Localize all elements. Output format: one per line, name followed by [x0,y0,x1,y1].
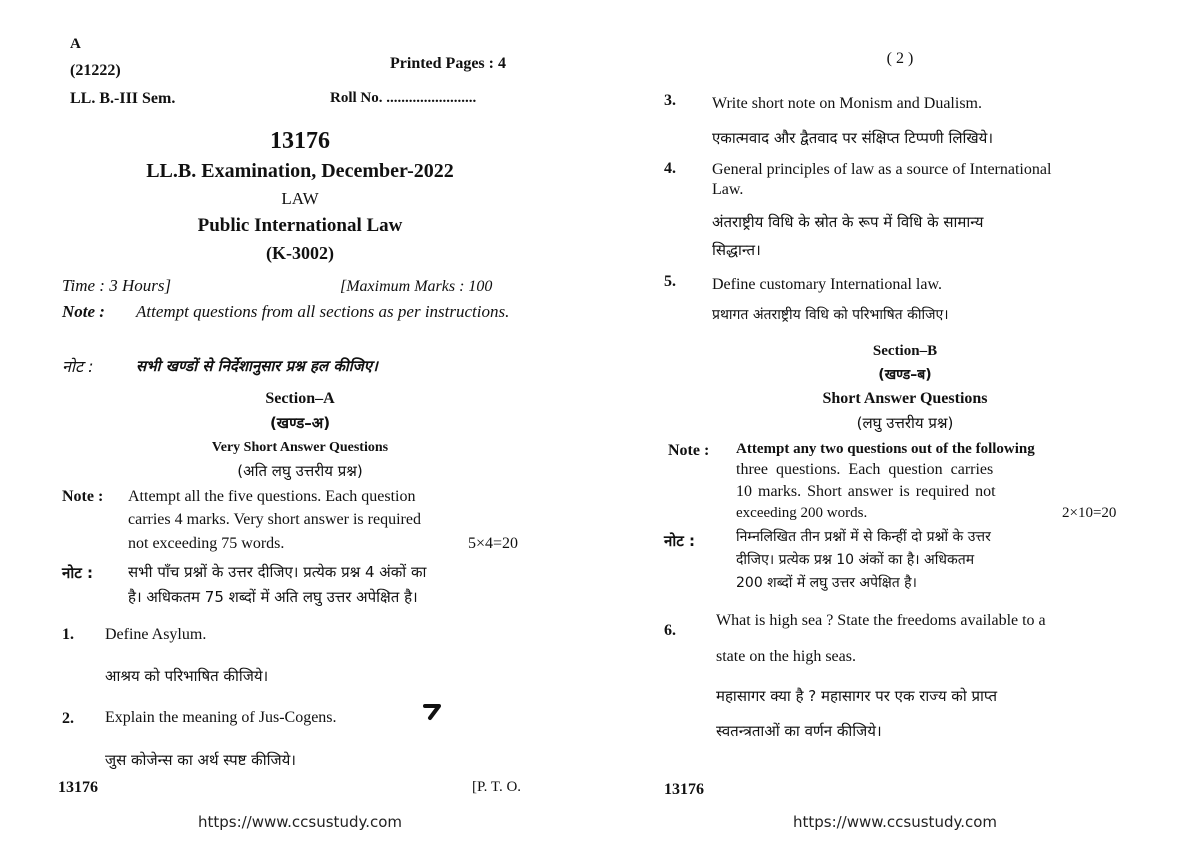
question-6-hindi-line2: स्वतन्त्रताओं का वर्णन कीजिये। [716,722,882,740]
paper-set: A [70,36,81,52]
section-a-note-hi-line2: है। अधिकतम 75 शब्दों में अति लघु उत्तर अपेक्षित है। [128,588,418,606]
subject: LAW [281,189,319,208]
note-text: Attempt questions from all sections as per instructions. [136,302,510,321]
section-a-heading: Section–A [265,390,335,407]
note-label: Note : [62,302,105,321]
question-6-number: 6. [664,622,676,639]
footer-url: https://www.ccsustudy.com [792,813,998,831]
question-6-english-line1: What is high sea ? State the freedoms available to a [716,612,1046,629]
footer-url: https://www.ccsustudy.com [197,813,403,831]
time-allowed: Time : 3 Hours] [62,276,172,295]
section-b-note-label: Note : [668,442,710,459]
section-b-marks: 2×10=20 [1062,505,1117,521]
section-b-heading: Section–B [872,343,938,359]
section-b-note-hi-label: नोट : [664,532,695,550]
note-hi-label: नोट : [62,357,94,376]
exam-title: LL.B. Examination, December-2022 [146,160,454,182]
question-4-hindi-line2: सिद्धान्त। [712,241,761,259]
question-1-hindi: आश्रय को परिभाषित कीजिये। [105,667,269,685]
course-label: LL. B.-III Sem. [70,90,176,107]
question-6-english-line2: state on the high seas. [716,648,856,665]
question-4-english-line2: Law. [712,181,744,198]
question-2-number: 2. [62,710,74,727]
section-a-marks: 5×4=20 [468,535,519,552]
question-2-hindi: जुस कोजेन्स का अर्थ स्पष्ट कीजिये। [105,751,296,769]
question-2-english: Explain the meaning of Jus-Cogens. [105,709,337,726]
paper-id: (K-3002) [266,243,334,263]
question-1-number: 1. [62,626,74,643]
question-4-english-line1: General principles of law as a source of International [712,161,1052,178]
footer-pto: [P. T. O. [472,779,522,795]
question-5-hindi: प्रथागत अंतराष्ट्रीय विधि को परिभाषित कीजिए। [712,307,949,323]
page-number: ( 2 ) [886,50,914,67]
question-3-hindi: एकात्मवाद और द्वैतवाद पर संक्षिप्त टिप्पणी लिखिये। [712,129,994,147]
section-a-note-line2: carries 4 marks. Very short answer is required [128,511,421,528]
paper-number: 13176 [270,128,330,154]
section-b-heading-hi: (खण्ड–ब) [878,367,932,383]
paper-title: Public International Law [197,215,403,236]
question-5-number: 5. [664,273,676,290]
section-a-note-line3: not exceeding 75 words. [128,535,285,552]
section-a-note-label: Note : [62,488,104,505]
paper-code: (21222) [70,62,121,79]
section-a-heading-hi: (खण्ड–अ) [269,414,331,432]
section-b-subtitle: Short Answer Questions [822,390,988,407]
section-b-note-line4: exceeding 200 words. [736,505,868,521]
exam-page-2 [600,0,1200,849]
question-4-number: 4. [664,160,676,177]
section-a-note-hi-label: नोट : [62,564,93,582]
question-5-english: Define customary International law. [712,276,942,293]
section-a-note-line1: Attempt all the five questions. Each question [128,488,416,505]
arrow-mark-icon [422,700,444,727]
section-b-note-line2: three questions. Each question carries [736,461,994,478]
question-4-hindi-line1: अंतराष्ट्रीय विधि के स्रोत के रूप में विधि के सामान्य [712,213,984,231]
footer-code: 13176 [664,781,704,798]
question-1-english: Define Asylum. [105,626,207,643]
section-b-note-hi-line3: 200 शब्दों में लघु उत्तर अपेक्षित है। [736,575,917,591]
section-b-note-hi-line2: दीजिए। प्रत्येक प्रश्न 10 अंकों का है। अधिकतम [736,552,975,568]
section-a-note-hi-line1: सभी पाँच प्रश्नों के उत्तर दीजिए। प्रत्येक प्रश्न 4 अंकों का [128,563,427,581]
section-b-note-line1: Attempt any two questions out of the following [736,441,1035,457]
max-marks: [Maximum Marks : 100 [340,278,493,295]
roll-no: Roll No. ........................ [330,90,477,106]
section-b-note-hi-line1: निम्नलिखित तीन प्रश्नों में से किन्हीं दो प्रश्नों के उत्तर [736,529,991,545]
section-a-subtitle-hi: (अति लघु उत्तरीय प्रश्न) [237,462,363,480]
section-a-subtitle: Very Short Answer Questions [211,440,389,455]
question-3-english: Write short note on Monism and Dualism. [712,95,982,112]
printed-pages: Printed Pages : 4 [390,55,506,72]
note-hi-text: सभी खण्डों से निर्देशानुसार प्रश्न हल कीजिए। [136,357,378,375]
question-3-number: 3. [664,92,676,109]
section-b-subtitle-hi: (लघु उत्तरीय प्रश्न) [856,414,954,432]
section-b-note-line3: 10 marks. Short answer is required not [736,483,996,500]
footer-code: 13176 [58,779,98,796]
question-6-hindi-line1: महासागर क्या है ? महासागर पर एक राज्य को प्राप्त [716,687,998,705]
